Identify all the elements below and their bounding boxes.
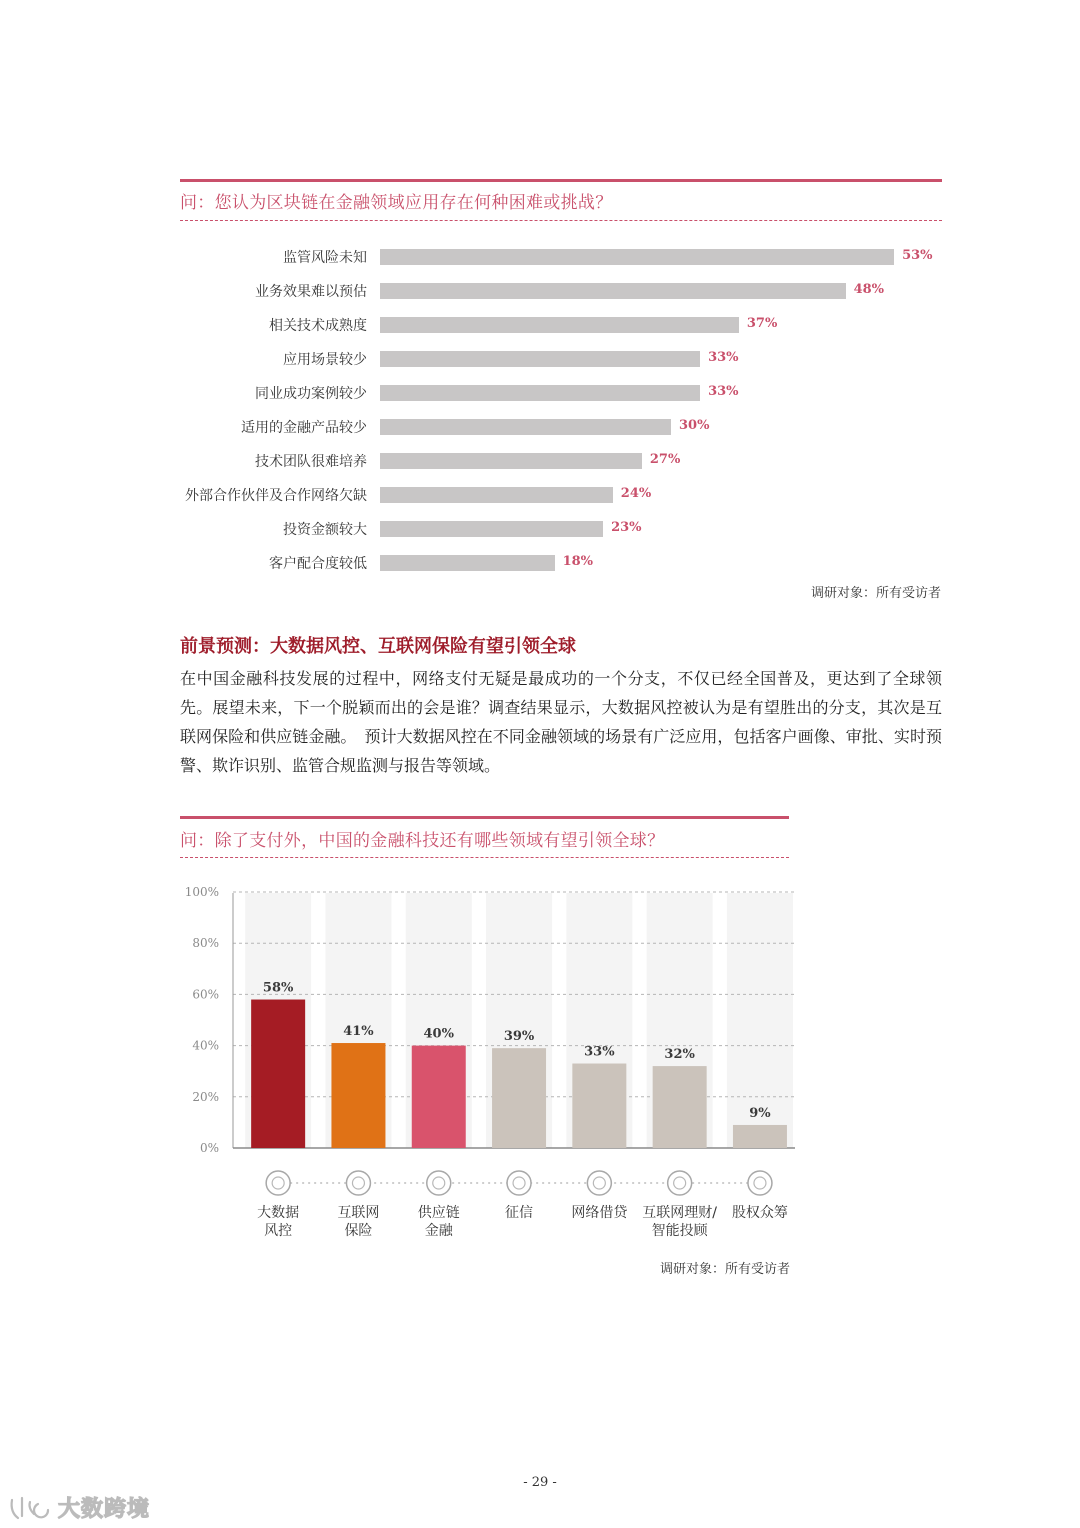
chart1-bar [380,521,603,537]
watermark-text: 大数跨境 [58,1497,151,1522]
chart1-category-label: 应用场景较少 [283,352,367,368]
chart2-value-label: 41% [343,1024,374,1040]
chart2-category-label: 征信 [505,1205,534,1221]
chart2-category-label: 互联网理财/ 智能投顾 [642,1205,717,1239]
chart2-bar [331,1043,385,1148]
chart1-source: 调研对象：所有受访者 [810,586,941,601]
section-title: 前景预测：大数据风控、互联网保险有望引领全球 [180,636,576,657]
chart2-category-label: 互联网 保险 [337,1205,380,1239]
chart1-value-label: 27% [649,452,681,467]
data-icon [266,1171,290,1195]
insurance-icon [346,1171,370,1195]
chart2-y-tick-label: 20% [192,1089,219,1104]
chart2-top-rule [180,816,789,819]
credit-icon [507,1171,531,1195]
chart2-y-tick-label: 40% [192,1038,219,1053]
chart1-bar [380,283,846,299]
chart1-category-label: 监管风险未知 [283,250,367,266]
chart2-bar [251,1000,305,1148]
chart1-value-label: 18% [562,554,594,569]
chart2-dashed-rule [180,857,789,858]
supply-chain-icon [427,1171,451,1195]
chart1-category-label: 业务效果难以预估 [255,284,367,300]
lending-icon [587,1171,611,1195]
chart1-bar [380,385,700,401]
chart1-category-label: 投资金额较大 [283,522,367,538]
chart2-y-tick-label: 80% [192,936,219,951]
chart2-column-chart [170,880,810,1210]
chart2-question: 问：除了支付外，中国的金融科技还有哪些领域有望引领全球？ [180,831,665,851]
chart2-value-label: 58% [262,980,294,996]
chart1-bar [380,453,642,469]
chart1-bar [380,487,613,503]
chart2-bar [572,1064,626,1148]
chart1-category-label: 客户配合度较低 [269,556,367,572]
page-number: - 29 - [523,1475,557,1490]
equity-crowdfunding-icon [748,1171,772,1195]
chart1-question: 问：您认为区块链在金融领域应用存在何种困难或挑战？ [180,193,613,213]
chart1-category-label: 适用的金融产品较少 [241,420,367,436]
chart1-value-label: 33% [708,384,739,399]
chart1-value-label: 37% [746,316,778,331]
watermark-logo-icon [8,1494,52,1522]
chart2-category-label: 供应链 金融 [417,1205,460,1239]
watermark [8,1492,150,1523]
chart2-category-label: 大数据 风控 [257,1205,300,1239]
section-body: 在中国金融科技发展的过程中，网络支付无疑是最成功的一个分支，不仅已经全国普及，更达到了全球领先。展望未来，下一个脱颖而出的会是谁？调查结果显示，大数据风控被认为是有望胜出的分支，其次是互联网保险和供应链金融。 预计大数据风控在不同金融领域的场景有广泛应用，包括客户画像、审批、实时预警、欺诈识别、监管合规监测与报告等领域。 [180,669,942,775]
chart1-category-label: 同业成功案例较少 [255,386,367,402]
chart2-category-label: 股权众筹 [731,1205,788,1221]
chart1-category-label: 外部合作伙伴及合作网络欠缺 [185,488,367,504]
chart1-bar [380,317,739,333]
chart2-source: 调研对象：所有受访者 [659,1262,790,1277]
chart1-value-label: 33% [708,350,739,365]
chart1-category-label: 技术团队很难培养 [255,454,367,470]
chart1-bar [380,419,671,435]
chart2-bar [653,1066,707,1148]
chart1-value-label: 24% [620,486,652,501]
chart1-value-label: 48% [853,282,885,297]
chart1-value-label: 23% [611,520,642,535]
chart1-bar [380,555,555,571]
chart2-value-label: 40% [423,1026,454,1042]
chart1-bar [380,351,700,367]
chart2-value-label: 33% [584,1044,615,1060]
chart2-y-tick-label: 100% [184,885,219,899]
chart1-category-label: 相关技术成熟度 [269,318,367,334]
chart2-bar [412,1046,466,1148]
chart2-value-label: 32% [664,1047,695,1063]
chart1-value-label: 30% [679,418,710,433]
chart2-category-label: 网络借贷 [571,1205,628,1221]
chart2-bar [733,1125,787,1148]
chart2-y-tick-label: 0% [199,1141,219,1155]
chart2-bar [492,1048,546,1148]
chart2-value-label: 9% [749,1105,771,1121]
chart2-value-label: 39% [503,1029,535,1045]
wealth-icon [668,1171,692,1195]
chart2-y-tick-label: 60% [192,987,219,1002]
chart1-value-label: 53% [902,248,933,263]
chart1-bar-chart [0,0,1080,600]
chart1-bar [380,249,894,265]
